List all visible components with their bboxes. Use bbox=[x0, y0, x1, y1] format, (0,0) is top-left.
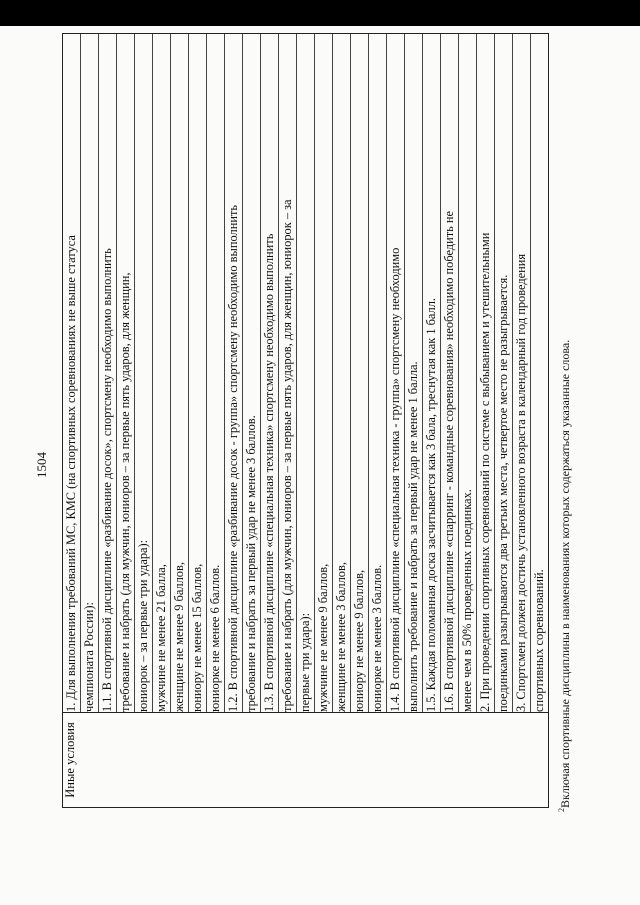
content-line: 1. Для выполнения требований МС, КМС (на спортивных соревнованиях не выше статуса bbox=[63, 34, 81, 712]
content-line: юниорок – за первые три удара): bbox=[135, 34, 153, 712]
content-line: первые три удара): bbox=[297, 34, 315, 712]
page-number: 1504 bbox=[34, 452, 49, 478]
footnote bbox=[557, 340, 573, 812]
rotated-page-content bbox=[20, 38, 620, 858]
content-lines bbox=[63, 34, 548, 712]
content-line: требование и набрать (для мужчин, юниоров – за первые пять ударов, для женщин, юниорок – за bbox=[279, 34, 297, 712]
table-row bbox=[63, 34, 549, 808]
content-line: 1.6. В спортивной дисциплине «спарринг - командные соревнования» необходимо победить не bbox=[441, 34, 459, 712]
content-line: требование и набрать за первый удар не менее 3 баллов. bbox=[243, 34, 261, 712]
conditions-table bbox=[62, 33, 549, 808]
content-line: юниору не менее 15 баллов, bbox=[189, 34, 207, 712]
content-line: 1.3. В спортивной дисциплине «специальная техника» спортсмену необходимо выполнить bbox=[261, 34, 279, 712]
row-label: Иные условия bbox=[63, 713, 549, 808]
content-line: менее чем в 50% проведенных поединках. bbox=[459, 34, 477, 712]
content-line: мужчине не менее 21 балла, bbox=[153, 34, 171, 712]
content-line: поединками разыгрываются два третьих места, четвертое место не разыгрывается. bbox=[495, 34, 513, 712]
content-line: юниорке не менее 6 баллов. bbox=[207, 34, 225, 712]
content-line: женщине не менее 3 баллов, bbox=[333, 34, 351, 712]
content-line: мужчине не менее 9 баллов, bbox=[315, 34, 333, 712]
document-page bbox=[0, 26, 640, 905]
content-line: 1.2. В спортивной дисциплине «разбивание досок - группа» спортсмену необходимо выполнить bbox=[225, 34, 243, 712]
content-line: требование и набрать (для мужчин, юниоров – за первые пять ударов, для женщин, bbox=[117, 34, 135, 712]
footnote-mark: 2 bbox=[557, 808, 566, 812]
content-line: 2. При проведении спортивных соревнований по системе с выбыванием и утешительными bbox=[477, 34, 495, 712]
content-line: юниорке не менее 3 баллов. bbox=[369, 34, 387, 712]
content-line: 3. Спортсмен должен достичь установленного возраста в календарный год проведения bbox=[513, 34, 531, 712]
content-line: 1.5. Каждая поломанная доска засчитывается как 3 бала, треснутая как 1 балл. bbox=[423, 34, 441, 712]
footnote-text: Включая спортивные дисциплины в наименованиях которых содержаться указанные слова. bbox=[558, 339, 572, 808]
content-line: юниору не менее 9 баллов, bbox=[351, 34, 369, 712]
content-line: выполнить требование и набрать за первый удар не менее 1 балла. bbox=[405, 34, 423, 712]
content-line: чемпионата России): bbox=[81, 34, 99, 712]
content-line: 1.1. В спортивной дисциплине «разбивание досок», спортсмену необходимо выполнить bbox=[99, 34, 117, 712]
content-line: женщине не менее 9 баллов, bbox=[171, 34, 189, 712]
content-line: спортивных соревнований. bbox=[532, 569, 546, 712]
content-line: 1.4. В спортивной дисциплине «специальная техника - группа» спортсмену необходимо bbox=[387, 34, 405, 712]
row-content bbox=[63, 34, 549, 713]
